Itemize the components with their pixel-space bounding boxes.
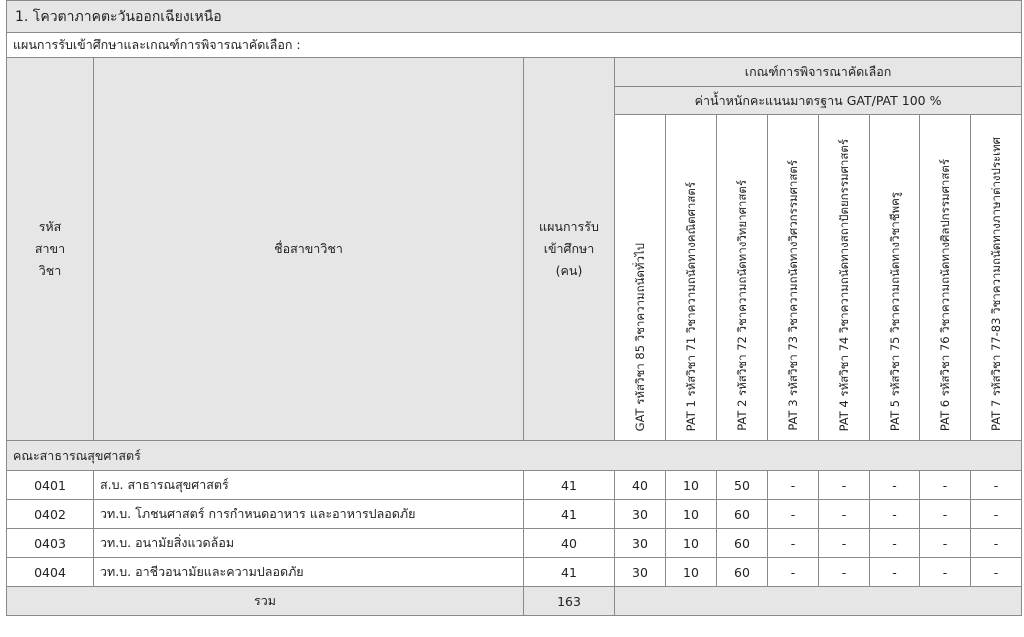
row-pat1: 10 <box>666 500 717 529</box>
subject-header-pat3: PAT 3 รหัสวิชา 73 วิชาความถนัดทางวิศวกรรมศาสตร์ <box>768 115 819 441</box>
row-gat: 30 <box>615 500 666 529</box>
row-pat4: - <box>819 471 870 500</box>
total-blank <box>615 587 1022 616</box>
row-gat: 30 <box>615 558 666 587</box>
row-pat6: - <box>920 500 971 529</box>
table-row <box>7 500 1022 529</box>
row-pat3: - <box>768 558 819 587</box>
subject-header-pat2: PAT 2 รหัสวิชา 72 วิชาความถนัดทางวิทยาศาสตร์ <box>717 115 768 441</box>
table-row <box>7 529 1022 558</box>
row-pat2: 60 <box>717 558 768 587</box>
row-plan: 41 <box>524 500 615 529</box>
row-pat7: - <box>971 529 1022 558</box>
row-gat: 40 <box>615 471 666 500</box>
total-value: 163 <box>524 587 615 616</box>
row-pat1: 10 <box>666 558 717 587</box>
row-code: 0404 <box>7 558 94 587</box>
subject-header-pat1: PAT 1 รหัสวิชา 71 วิชาความถนัดทางคณิตศาสตร์ <box>666 115 717 441</box>
row-pat5: - <box>870 529 920 558</box>
subject-header-pat6: PAT 6 รหัสวิชา 76 วิชาความถนัดทางศิลปกรรมศาสตร์ <box>920 115 971 441</box>
table-row <box>7 471 1022 500</box>
subject-header-pat4: PAT 4 รหัสวิชา 74 วิชาความถนัดทางสถาปัตยกรรมศาสตร์ <box>819 115 870 441</box>
row-pat7: - <box>971 558 1022 587</box>
row-pat6: - <box>920 471 971 500</box>
row-name: ส.บ. สาธารณสุขศาสตร์ <box>94 471 524 500</box>
row-gat: 30 <box>615 529 666 558</box>
header-plan: แผนการรับ เข้าศึกษา (คน) <box>524 58 615 441</box>
row-plan: 41 <box>524 471 615 500</box>
faculty-row: คณะสาธารณสุขศาสตร์ <box>7 441 1022 471</box>
table-row <box>7 558 1022 587</box>
row-pat4: - <box>819 500 870 529</box>
row-name: วท.บ. อนามัยสิ่งแวดล้อม <box>94 529 524 558</box>
admission-table <box>6 0 1022 616</box>
row-pat1: 10 <box>666 529 717 558</box>
subject-header-pat5: PAT 5 รหัสวิชา 75 วิชาความถนัดทางวิชาชีพครู <box>870 115 920 441</box>
header-weight: ค่าน้ำหนักคะแนนมาตรฐาน GAT/PAT 100 % <box>615 87 1022 115</box>
row-pat7: - <box>971 471 1022 500</box>
row-pat5: - <box>870 558 920 587</box>
row-pat5: - <box>870 471 920 500</box>
row-pat3: - <box>768 500 819 529</box>
row-pat6: - <box>920 558 971 587</box>
row-code: 0403 <box>7 529 94 558</box>
row-pat4: - <box>819 558 870 587</box>
row-name: วท.บ. โภชนศาสตร์ การกำหนดอาหาร และอาหารปลอดภัย <box>94 500 524 529</box>
header-criteria: เกณฑ์การพิจารณาคัดเลือก <box>615 58 1022 87</box>
row-pat5: - <box>870 500 920 529</box>
subject-header-gat: GAT รหัสวิชา 85 วิชาความถนัดทั่วไป <box>615 115 666 441</box>
row-code: 0402 <box>7 500 94 529</box>
row-pat3: - <box>768 471 819 500</box>
row-pat4: - <box>819 529 870 558</box>
subject-header-pat7: PAT 7 รหัสวิชา 77-83 วิชาความถนัดทางภาษาต่างประเทศ <box>971 115 1022 441</box>
row-plan: 40 <box>524 529 615 558</box>
row-pat3: - <box>768 529 819 558</box>
row-code: 0401 <box>7 471 94 500</box>
row-plan: 41 <box>524 558 615 587</box>
section-title: 1. โควตาภาคตะวันออกเฉียงเหนือ <box>7 1 1022 33</box>
row-name: วท.บ. อาชีวอนามัยและความปลอดภัย <box>94 558 524 587</box>
header-code: รหัส สาขาวิชา <box>7 58 94 441</box>
row-pat6: - <box>920 529 971 558</box>
header-name: ชื่อสาขาวิชา <box>94 58 524 441</box>
row-pat1: 10 <box>666 471 717 500</box>
row-pat2: 60 <box>717 500 768 529</box>
total-label: รวม <box>7 587 524 616</box>
total-row <box>7 587 1022 616</box>
row-pat2: 50 <box>717 471 768 500</box>
section-subtitle: แผนการรับเข้าศึกษาและเกณฑ์การพิจารณาคัดเลือก : <box>7 33 1022 58</box>
row-pat7: - <box>971 500 1022 529</box>
row-pat2: 60 <box>717 529 768 558</box>
